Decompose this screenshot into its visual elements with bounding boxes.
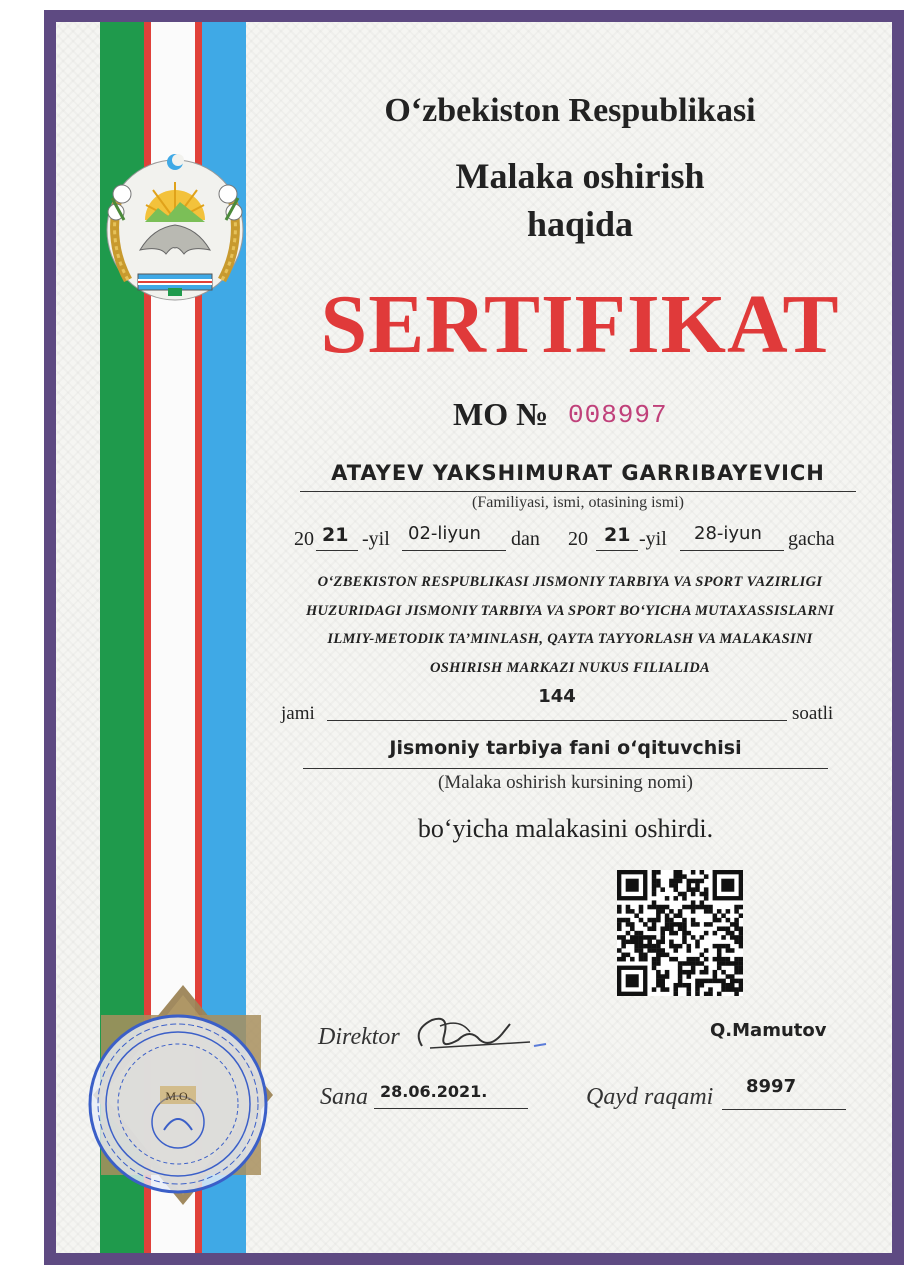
year-1-underline xyxy=(316,550,358,551)
hours-prefix: jami xyxy=(281,703,315,724)
organization-line: OSHIRISH MARKAZI NUKUS FILIALIDA xyxy=(430,660,710,676)
certificate-number-label: MO № xyxy=(453,396,549,432)
subtitle-line2: haqida xyxy=(526,204,634,244)
period-century-2: 20 xyxy=(568,528,588,550)
registration-label: Qayd raqami xyxy=(586,1084,714,1110)
registration-underline xyxy=(722,1109,846,1110)
hours-suffix: soatli xyxy=(792,703,834,724)
name-underline xyxy=(300,491,856,492)
official-stamp-icon xyxy=(84,1012,272,1196)
certificate-number: 008997 xyxy=(568,400,668,430)
registration-value: 8997 xyxy=(746,1076,797,1097)
course-name: Jismoniy tarbiya fani o‘qituvchisi xyxy=(389,737,742,759)
period-year-1: 21 xyxy=(322,524,349,546)
country-title: O‘zbekiston Respublikasi xyxy=(384,92,756,129)
recipient-name-caption: (Familiyasi, ismi, otasining ismi) xyxy=(472,494,684,511)
end-date-underline xyxy=(680,550,784,551)
recipient-name: ATAYEV YAKSHIMURAT GARRIBAYEVICH xyxy=(331,461,825,485)
uzbekistan-emblem-icon xyxy=(98,150,253,310)
period-gacha: gacha xyxy=(788,528,835,550)
date-value: 28.06.2021. xyxy=(380,1082,488,1101)
course-caption: (Malaka oshirish kursining nomi) xyxy=(438,772,693,793)
completion-text: bo‘yicha malakasini oshirdi. xyxy=(417,814,714,843)
year-2-underline xyxy=(596,550,638,551)
period-dan: dan xyxy=(511,528,540,550)
course-underline xyxy=(303,768,828,769)
hours-underline xyxy=(327,720,787,721)
organization-line: HUZURIDAGI JISMONIY TARBIYA VA SPORT BO‘YICHA MUTAXASSISLARNI xyxy=(305,603,835,619)
hours-value: 144 xyxy=(538,686,576,707)
subtitle-line1: Malaka oshirish xyxy=(455,156,705,196)
date-label: Sana xyxy=(320,1084,368,1110)
period-year-2: 21 xyxy=(604,524,631,546)
qr-code-icon xyxy=(617,870,743,996)
organization-line: O‘ZBEKISTON RESPUBLIKASI JISMONIY TARBIYA VA SPORT VAZIRLIGI xyxy=(317,574,823,590)
period-yil-1: -yil xyxy=(362,528,390,550)
director-label: Direktor xyxy=(318,1024,400,1050)
director-name: Q.Mamutov xyxy=(710,1020,827,1041)
date-underline xyxy=(374,1108,528,1109)
start-date-underline xyxy=(402,550,506,551)
organization-line: ILMIY-METODIK TA’MINLASH, QAYTA TAYYORLASH VA MALAKASINI xyxy=(327,631,813,647)
seal-text: M.O. xyxy=(165,1089,191,1103)
period-yil-2: -yil xyxy=(639,528,667,550)
signature-icon xyxy=(410,1010,550,1058)
period-end-date: 28-iyun xyxy=(694,523,762,544)
period-century-1: 20 xyxy=(294,528,314,550)
certificate-title: SERTIFIKAT xyxy=(320,278,840,371)
period-start-date: 02-liyun xyxy=(408,523,481,544)
